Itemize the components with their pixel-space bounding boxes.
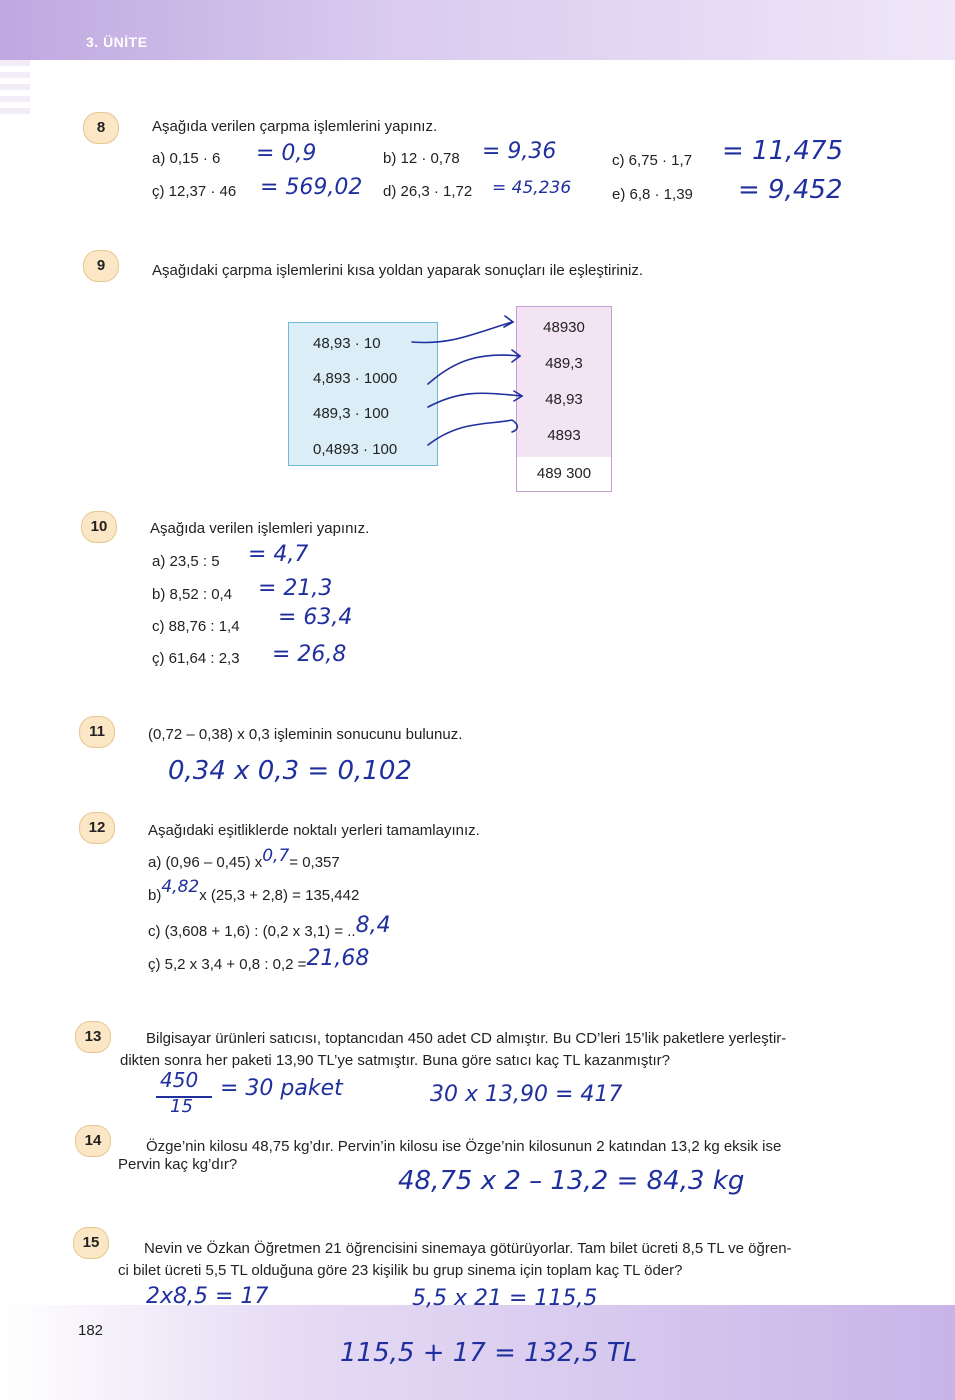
question-9-text: Aşağıdaki çarpma işlemlerini kısa yoldan yaparak sonuçları ile eşleştiriniz.	[152, 262, 644, 279]
q8-item-b: b) 12 · 0,78	[383, 150, 460, 167]
q12-b-label: b)	[148, 887, 162, 904]
q12-cc-label: ç) 5,2 x 3,4 + 0,8 : 0,2 =	[148, 956, 307, 973]
q10-item-b: b) 8,52 : 0,4	[152, 586, 233, 603]
q8-item-cc: ç) 12,37 · 46	[152, 183, 237, 200]
q15-answer-1: 2x8,5 = 17	[146, 1284, 269, 1309]
q12-c-fill: 8,4	[355, 913, 391, 938]
match-arrow	[504, 316, 513, 327]
q8-item-d: d) 26,3 · 1,72	[383, 183, 473, 200]
q8-item-a: a) 0,15 · 6	[152, 150, 221, 167]
question-15-line1: Nevin ve Özkan Öğretmen 21 öğrencisini sinemaya götürüyorlar. Tam bilet ücreti 8,5 TL ve öğren-	[144, 1240, 792, 1257]
question-number-8: 8	[83, 112, 119, 144]
q8-answer-d: = 45,236	[492, 178, 572, 198]
unit-title: 3. ÜNİTE	[86, 34, 148, 50]
q12-item-cc	[148, 946, 370, 975]
result-item: 489 300	[517, 457, 611, 491]
question-13-line1: Bilgisayar ürünleri satıcısı, toptancıdan 450 adet CD almıştır. Bu CD’leri 15’lik paketlere yerleştir-	[146, 1030, 787, 1047]
q13-fraction-numerator: 450	[160, 1068, 199, 1092]
q10-item-cc: ç) 61,64 : 2,3	[152, 650, 240, 667]
question-13-line2: dikten sonra her paketi 13,90 TL’ye satmıştır. Buna göre satıcı kaç TL kazanmıştır?	[120, 1052, 671, 1069]
match-line	[428, 355, 520, 384]
question-10-text: Aşağıda verilen işlemleri yapınız.	[150, 520, 370, 537]
q12-a-label: a) (0,96 – 0,45) x	[148, 854, 263, 871]
q12-a-rest: = 0,357	[289, 854, 340, 871]
question-number-11: 11	[79, 716, 115, 748]
expression-item: 4,893 · 1000	[313, 370, 398, 387]
q8-item-e: e) 6,8 · 1,39	[612, 186, 693, 203]
q12-a-fill: 0,7	[262, 846, 290, 866]
q8-answer-cc: = 569,02	[260, 175, 363, 200]
expression-item: 0,4893 · 100	[313, 441, 398, 458]
q10-item-c: c) 88,76 : 1,4	[152, 618, 240, 635]
result-item: 48,93	[545, 391, 583, 408]
question-14-line2: Pervin kaç kg’dır?	[118, 1156, 238, 1173]
question-number-12: 12	[79, 812, 115, 844]
q15-answer-3: 115,5 + 17 = 132,5 TL	[340, 1338, 638, 1368]
page-number: 182	[78, 1322, 104, 1339]
q12-item-c	[148, 913, 391, 942]
q15-answer-2: 5,5 x 21 = 115,5	[412, 1286, 598, 1311]
q13-fraction-denominator: 15	[170, 1096, 193, 1117]
question-14-line1: Özge’nin kilosu 48,75 kg’dır. Pervin’in kilosu ise Özge’nin kilosunun 2 katından 13,2 kg eksik ise	[146, 1138, 782, 1155]
question-number-9: 9	[83, 250, 119, 282]
q12-b-rest: x (25,3 + 2,8) = 135,442	[199, 887, 360, 904]
question-number-13: 13	[75, 1021, 111, 1053]
q13-answer-part2: 30 x 13,90 = 417	[430, 1082, 623, 1107]
q8-item-c: c) 6,75 · 1,7	[612, 152, 693, 169]
expression-item: 489,3 · 100	[313, 405, 389, 422]
question-15-line2: ci bilet ücreti 5,5 TL olduğuna göre 23 kişilik bu grup sinema için toplam kaç TL öder?	[118, 1262, 683, 1279]
question-number-15: 15	[73, 1227, 109, 1259]
match-line	[412, 322, 512, 343]
q8-answer-e: = 9,452	[738, 175, 843, 205]
result-item: 4893	[547, 427, 581, 444]
q14-answer: 48,75 x 2 – 13,2 = 84,3 kg	[398, 1166, 745, 1196]
q12-b-fill: 4,82	[161, 877, 200, 897]
question-12-text: Aşağıdaki eşitliklerde noktalı yerleri tamamlayınız.	[148, 822, 480, 839]
question-8-text: Aşağıda verilen çarpma işlemlerini yapınız.	[152, 118, 438, 135]
q10-answer-c: = 63,4	[278, 605, 353, 630]
q8-answer-b: = 9,36	[482, 139, 557, 164]
q12-item-a	[148, 846, 340, 872]
question-number-14: 14	[75, 1125, 111, 1157]
q10-answer-a: = 4,7	[248, 542, 309, 567]
q8-answer-c: = 11,475	[722, 136, 844, 166]
question-11-text: (0,72 – 0,38) x 0,3 işleminin sonucunu bulunuz.	[148, 726, 463, 743]
q8-answer-a: = 0,9	[256, 141, 317, 166]
q10-answer-cc: = 26,8	[272, 642, 347, 667]
match-line	[428, 420, 517, 445]
question-number-10: 10	[81, 511, 117, 543]
q12-cc-fill: 21,68	[306, 946, 370, 971]
match-line	[428, 393, 522, 407]
expression-item: 48,93 · 10	[313, 335, 381, 352]
q11-answer: 0,34 x 0,3 = 0,102	[168, 756, 412, 786]
q12-c-label: c) (3,608 + 1,6) : (0,2 x 3,1) = ..	[148, 923, 356, 940]
result-item: 489,3	[545, 355, 583, 372]
q12-item-b	[148, 877, 360, 905]
q10-item-a: a) 23,5 : 5	[152, 553, 220, 570]
q13-answer-part1: = 30 paket	[220, 1076, 343, 1101]
q10-answer-b: = 21,3	[258, 576, 333, 601]
result-item: 48930	[543, 319, 585, 336]
